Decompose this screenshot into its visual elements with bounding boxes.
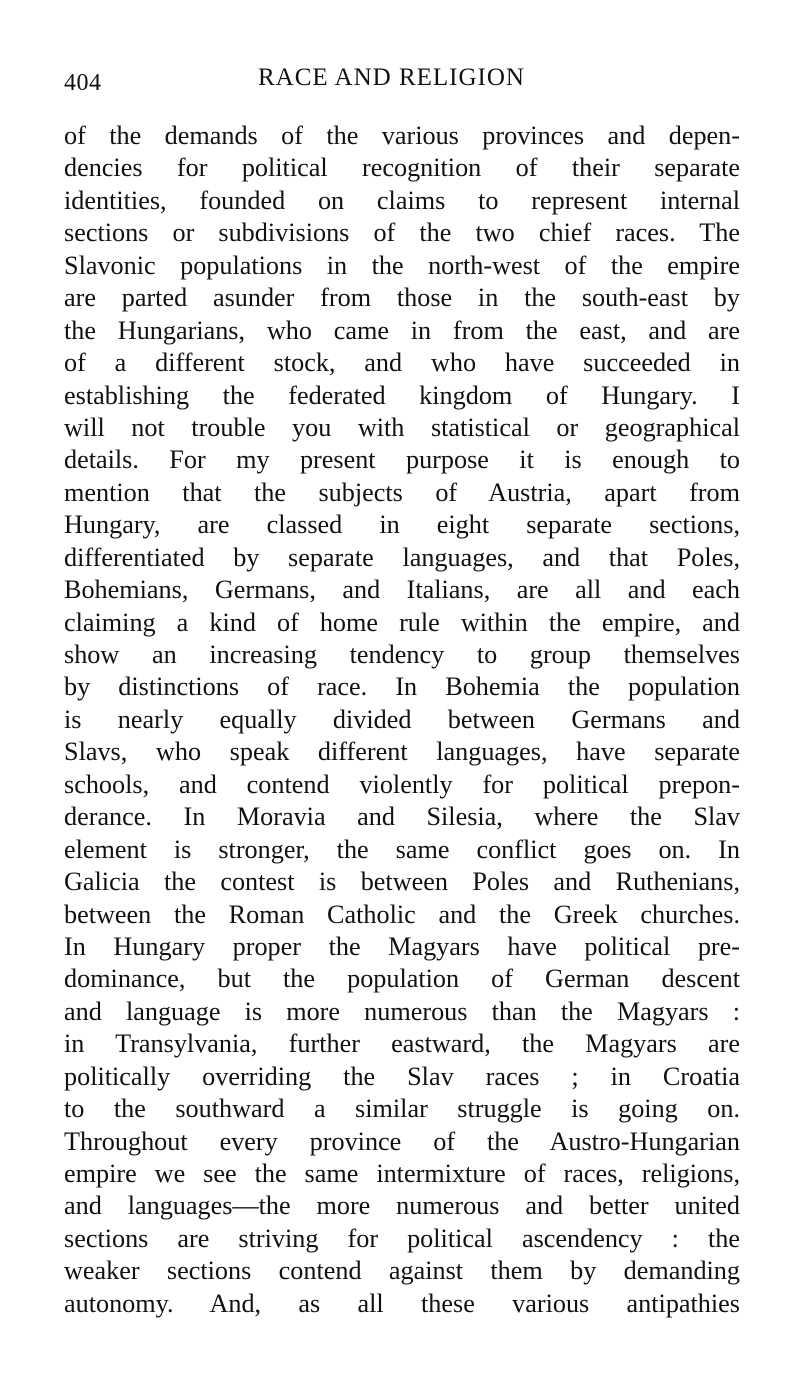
text-line: details. For my present purpose it is enough to [64,445,740,475]
text-line: Hungary, are classed in eight separate sections, [64,510,740,540]
text-line: in Transylvania, further eastward, the Magyars are [64,1029,740,1059]
text-line: derance. In Moravia and Silesia, where the Slav [64,802,740,832]
text-line: show an increasing tendency to group themselves [64,640,740,669]
page-number: 404 [64,70,102,96]
text-line: between the Roman Catholic and the Greek churches. [64,899,740,929]
body-text [64,120,740,1320]
book-page [64,56,740,1346]
text-line: sections are striving for political ascendency : the [64,1223,740,1253]
text-line: autonomy. And, as all these various antipathies [64,1288,740,1318]
text-line: and language is more numerous than the Magyars : [64,996,740,1026]
text-line: sections or subdivisions of the two chief races. The [64,218,740,248]
text-line: Bohemians, Germans, and Italians, are all and each [64,575,740,605]
running-header [64,56,740,104]
text-line: of the demands of the various provinces and depen- [64,121,740,150]
text-line: weaker sections contend against them by demanding [64,1256,740,1286]
text-line: differentiated by separate languages, and that Poles, [64,542,740,572]
text-line: mention that the subjects of Austria, apart from [64,477,740,507]
text-line: are parted asunder from those in the south-east by [64,283,740,313]
text-line: establishing the federated kingdom of Hungary. I [64,380,740,410]
text-line: politically overriding the Slav races ; in Croatia [64,1061,740,1091]
text-line: and languages—the more numerous and better united [64,1191,740,1221]
text-line: In Hungary proper the Magyars have political pre- [64,931,740,961]
text-line: is nearly equally divided between Germans and [64,704,740,734]
running-title: RACE AND RELIGION [258,64,525,91]
text-line: identities, founded on claims to represent internal [64,185,740,215]
text-line: schools, and contend violently for political prepon- [64,769,740,799]
text-line: element is stronger, the same conflict goes on. In [64,834,740,864]
text-line: Galicia the contest is between Poles and Ruthenians, [64,867,740,897]
text-line: to the southward a similar struggle is going on. [64,1094,740,1124]
text-line: dominance, but the population of German descent [64,964,740,994]
text-line: claiming a kind of home rule within the empire, and [64,607,740,637]
text-line: Throughout every province of the Austro-Hungarian [64,1126,740,1156]
text-line: Slavs, who speak different languages, have separate [64,737,740,767]
text-line: of a different stock, and who have succeeded in [64,348,740,378]
text-line: the Hungarians, who came in from the east, and are [64,315,740,345]
text-line: by distinctions of race. In Bohemia the population [64,672,740,702]
text-line: will not trouble you with statistical or geographical [64,412,740,442]
text-line: Slavonic populations in the north-west of the empire [64,250,740,280]
text-line: empire we see the same intermixture of races, religions, [64,1159,740,1188]
text-line: dencies for political recognition of their separate [64,153,740,183]
